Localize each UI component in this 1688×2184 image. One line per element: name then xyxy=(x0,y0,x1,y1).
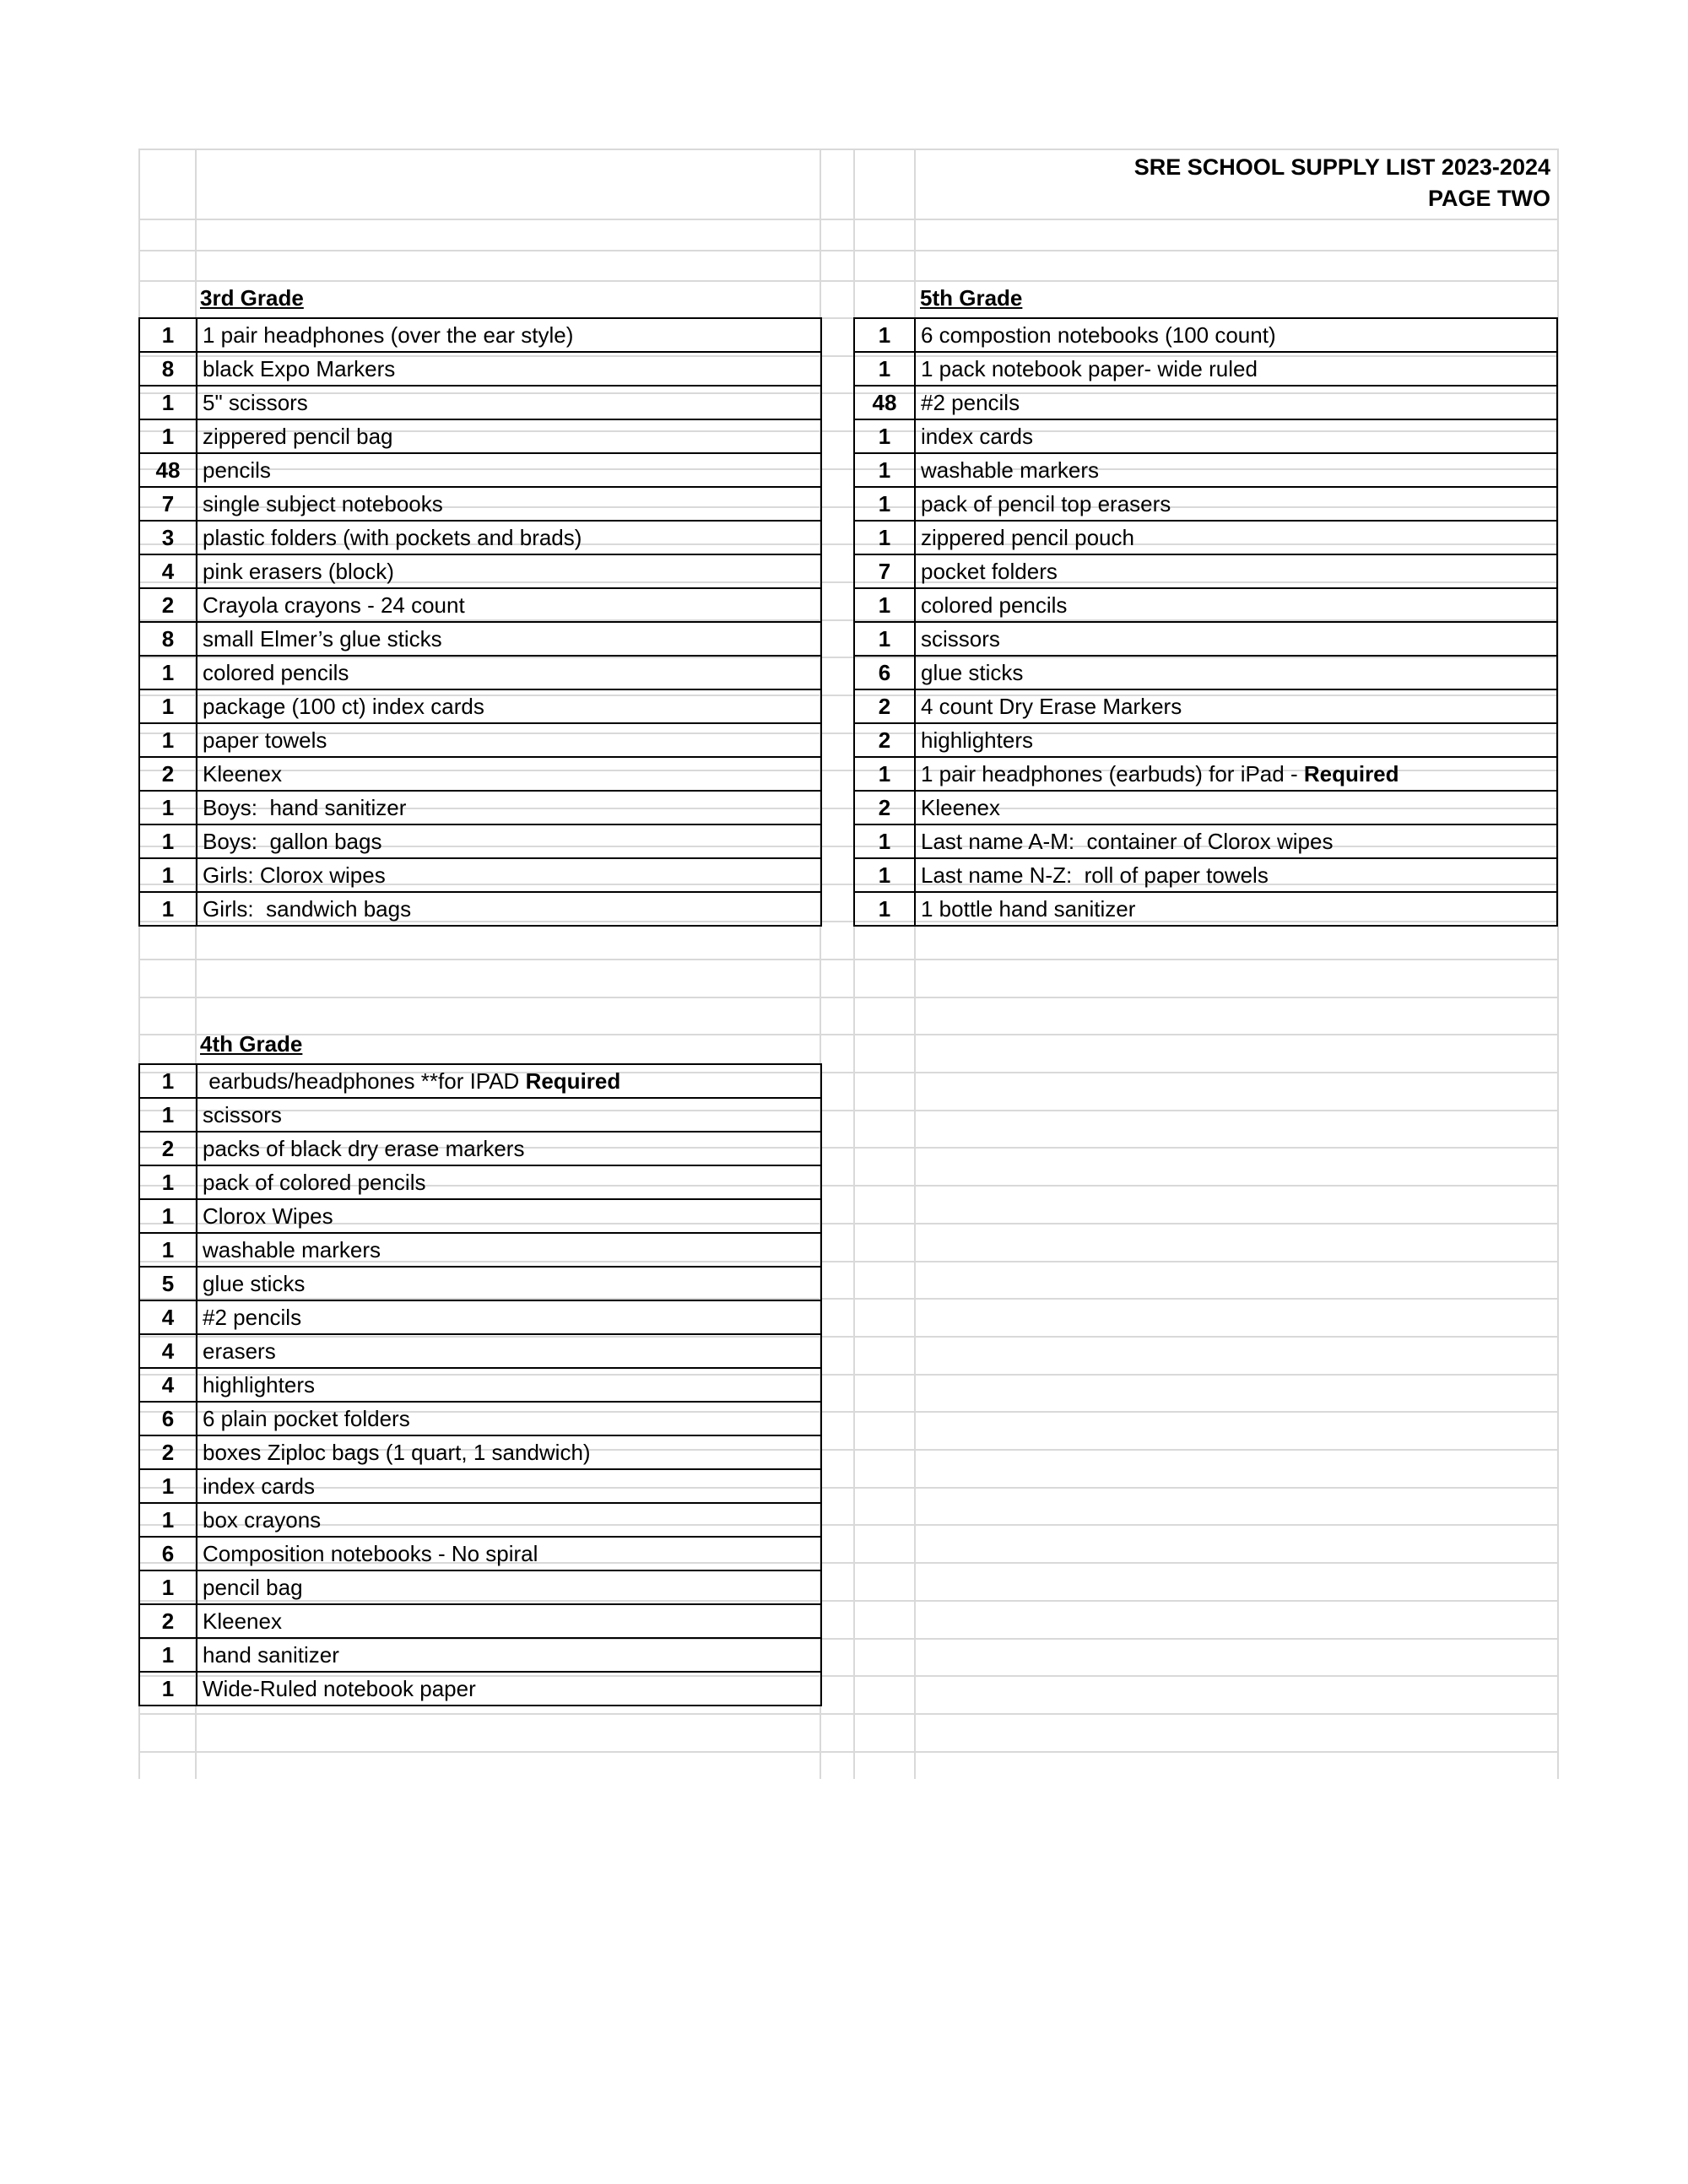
grade5-row xyxy=(854,352,1557,386)
grade4-row xyxy=(139,1165,821,1199)
item-cell xyxy=(197,1570,821,1604)
item-cell xyxy=(915,757,1557,791)
item-text: boxes Ziploc bags (1 quart, 1 sandwich) xyxy=(203,1439,591,1465)
required-label: Required xyxy=(1303,760,1399,787)
item-text: hand sanitizer xyxy=(203,1641,339,1668)
grade5-row xyxy=(854,318,1557,352)
quantity-cell: 48 xyxy=(139,453,197,487)
item-text: 1 pair headphones (over the ear style) xyxy=(203,322,574,348)
quantity-cell: 1 xyxy=(854,757,915,791)
item-text: small Elmer’s glue sticks xyxy=(203,625,442,651)
grade5-heading: 5th Grade xyxy=(920,285,1023,311)
grade5-row xyxy=(854,689,1557,723)
grade5-row xyxy=(854,554,1557,588)
quantity-cell: 1 xyxy=(139,1469,197,1503)
quantity-cell: 2 xyxy=(854,689,915,723)
required-label: Required xyxy=(525,1068,621,1094)
quantity-cell: 1 xyxy=(854,487,915,521)
quantity-cell: 6 xyxy=(139,1537,197,1570)
item-cell xyxy=(197,386,821,419)
item-cell xyxy=(197,1402,821,1435)
item-cell xyxy=(915,419,1557,453)
item-cell xyxy=(197,1267,821,1300)
item-text: earbuds/headphones **for IPAD xyxy=(203,1068,526,1094)
item-text: Boys: gallon bags xyxy=(203,828,382,854)
item-text: packs of black dry erase markers xyxy=(203,1135,525,1161)
item-cell xyxy=(197,487,821,521)
item-cell xyxy=(197,1368,821,1402)
item-text: pencils xyxy=(203,457,271,483)
grade4-row xyxy=(139,1132,821,1165)
quantity-cell: 1 xyxy=(139,1503,197,1537)
grade4-row xyxy=(139,1570,821,1604)
item-cell xyxy=(915,689,1557,723)
grade3-row xyxy=(139,892,821,926)
quantity-cell: 1 xyxy=(139,1570,197,1604)
item-cell xyxy=(197,554,821,588)
item-text: Wide-Ruled notebook paper xyxy=(203,1675,476,1701)
quantity-cell: 3 xyxy=(139,521,197,554)
item-text: scissors xyxy=(921,625,1000,651)
item-text: black Expo Markers xyxy=(203,355,396,381)
item-cell xyxy=(197,1638,821,1672)
grade5-row xyxy=(854,892,1557,926)
quantity-cell: 1 xyxy=(139,1233,197,1267)
quantity-cell: 2 xyxy=(139,757,197,791)
item-cell xyxy=(915,453,1557,487)
grade4-row xyxy=(139,1300,821,1334)
grade3-row xyxy=(139,622,821,656)
grade3-row xyxy=(139,858,821,892)
grade3-row xyxy=(139,689,821,723)
item-cell xyxy=(915,858,1557,892)
item-cell xyxy=(197,1604,821,1638)
grade3-row xyxy=(139,824,821,858)
quantity-cell: 1 xyxy=(854,588,915,622)
quantity-cell: 1 xyxy=(854,622,915,656)
item-text: Last name A-M: container of Clorox wipes xyxy=(921,828,1334,854)
grid-hline xyxy=(138,997,1557,998)
quantity-cell: 4 xyxy=(139,1334,197,1368)
grade4-row xyxy=(139,1503,821,1537)
item-text: Crayola crayons - 24 count xyxy=(203,592,465,618)
quantity-cell: 1 xyxy=(854,858,915,892)
grade4-row xyxy=(139,1064,821,1098)
item-text: #2 pencils xyxy=(921,389,1020,415)
grade5-row xyxy=(854,588,1557,622)
item-text: index cards xyxy=(921,423,1033,449)
quantity-cell: 8 xyxy=(139,352,197,386)
grade5-supply-table xyxy=(853,317,1558,927)
grade3-row xyxy=(139,487,821,521)
grade5-row xyxy=(854,723,1557,757)
item-text: Girls: sandwich bags xyxy=(203,895,412,922)
grade3-row xyxy=(139,318,821,352)
grade3-row xyxy=(139,791,821,824)
grade4-heading: 4th Grade xyxy=(200,1031,303,1057)
item-cell xyxy=(915,824,1557,858)
item-cell xyxy=(197,757,821,791)
quantity-cell: 1 xyxy=(139,1064,197,1098)
item-text: #2 pencils xyxy=(203,1304,302,1330)
item-cell xyxy=(197,1334,821,1368)
quantity-cell: 1 xyxy=(139,892,197,926)
grade4-row xyxy=(139,1672,821,1706)
item-text: washable markers xyxy=(921,457,1099,483)
grade5-row xyxy=(854,521,1557,554)
quantity-cell: 1 xyxy=(139,1098,197,1132)
page-subtitle: PAGE TWO xyxy=(1428,186,1550,211)
quantity-cell: 48 xyxy=(854,386,915,419)
item-cell xyxy=(915,892,1557,926)
quantity-cell: 1 xyxy=(139,1199,197,1233)
item-text: paper towels xyxy=(203,727,327,753)
grade4-row xyxy=(139,1334,821,1368)
item-cell xyxy=(197,352,821,386)
quantity-cell: 6 xyxy=(139,1402,197,1435)
grade4-row xyxy=(139,1402,821,1435)
grade5-row xyxy=(854,487,1557,521)
item-cell xyxy=(915,521,1557,554)
item-text: glue sticks xyxy=(203,1270,306,1296)
item-text: pocket folders xyxy=(921,558,1058,584)
grade3-row xyxy=(139,352,821,386)
grade3-supply-table xyxy=(138,317,822,927)
item-cell xyxy=(915,318,1557,352)
item-text: Kleenex xyxy=(921,794,1000,820)
item-cell xyxy=(197,1435,821,1469)
item-text: 6 compostion notebooks (100 count) xyxy=(921,322,1276,348)
grade3-row xyxy=(139,419,821,453)
grade3-row xyxy=(139,386,821,419)
item-text: zippered pencil pouch xyxy=(921,524,1134,550)
item-text: 5" scissors xyxy=(203,389,308,415)
grade5-row xyxy=(854,858,1557,892)
quantity-cell: 1 xyxy=(139,689,197,723)
grade5-row xyxy=(854,824,1557,858)
item-text: Last name N-Z: roll of paper towels xyxy=(921,862,1269,888)
quantity-cell: 1 xyxy=(139,386,197,419)
item-cell xyxy=(915,352,1557,386)
quantity-cell: 1 xyxy=(854,824,915,858)
item-cell xyxy=(197,588,821,622)
item-text: single subject notebooks xyxy=(203,490,443,516)
grid-hline xyxy=(138,1713,1557,1715)
quantity-cell: 1 xyxy=(139,824,197,858)
item-text: highlighters xyxy=(921,727,1033,753)
quantity-cell: 2 xyxy=(139,1132,197,1165)
item-text: pack of pencil top erasers xyxy=(921,490,1171,516)
grade3-heading: 3rd Grade xyxy=(200,285,304,311)
quantity-cell: 1 xyxy=(139,723,197,757)
item-text: Boys: hand sanitizer xyxy=(203,794,407,820)
grade4-row xyxy=(139,1638,821,1672)
grade4-row xyxy=(139,1435,821,1469)
quantity-cell: 2 xyxy=(854,723,915,757)
item-text: colored pencils xyxy=(203,659,349,685)
item-cell xyxy=(197,824,821,858)
grid-hline xyxy=(138,1751,1557,1753)
grade4-row xyxy=(139,1098,821,1132)
quantity-cell: 2 xyxy=(139,1435,197,1469)
item-text: box crayons xyxy=(203,1506,322,1533)
quantity-cell: 6 xyxy=(854,656,915,689)
item-cell xyxy=(915,386,1557,419)
quantity-cell: 1 xyxy=(139,419,197,453)
item-cell xyxy=(197,689,821,723)
quantity-cell: 1 xyxy=(854,892,915,926)
item-cell xyxy=(197,1300,821,1334)
item-text: pack of colored pencils xyxy=(203,1169,426,1195)
item-cell xyxy=(197,419,821,453)
grade3-row xyxy=(139,453,821,487)
item-text: 1 bottle hand sanitizer xyxy=(921,895,1136,922)
quantity-cell: 2 xyxy=(854,791,915,824)
item-cell xyxy=(915,622,1557,656)
item-cell xyxy=(197,723,821,757)
quantity-cell: 1 xyxy=(854,521,915,554)
item-text: plastic folders (with pockets and brads) xyxy=(203,524,582,550)
item-cell xyxy=(197,656,821,689)
item-cell xyxy=(915,487,1557,521)
item-cell xyxy=(197,1165,821,1199)
quantity-cell: 1 xyxy=(854,352,915,386)
quantity-cell: 4 xyxy=(139,1300,197,1334)
quantity-cell: 5 xyxy=(139,1267,197,1300)
grade5-row xyxy=(854,419,1557,453)
page-title: SRE SCHOOL SUPPLY LIST 2023-2024 xyxy=(1133,154,1550,180)
item-text: pink erasers (block) xyxy=(203,558,394,584)
grade4-row xyxy=(139,1537,821,1570)
item-cell xyxy=(915,554,1557,588)
quantity-cell: 8 xyxy=(139,622,197,656)
quantity-cell: 1 xyxy=(854,453,915,487)
grid-hline xyxy=(138,959,1557,960)
item-cell xyxy=(915,791,1557,824)
item-text: Clorox Wipes xyxy=(203,1203,333,1229)
grade3-row xyxy=(139,656,821,689)
item-cell xyxy=(915,588,1557,622)
quantity-cell: 2 xyxy=(139,1604,197,1638)
item-text: 1 pack notebook paper- wide ruled xyxy=(921,355,1258,381)
grid-hline xyxy=(138,1034,1557,1035)
item-cell xyxy=(197,1132,821,1165)
grade4-row xyxy=(139,1368,821,1402)
grade5-row xyxy=(854,622,1557,656)
item-text: pencil bag xyxy=(203,1574,303,1600)
item-cell xyxy=(197,1672,821,1706)
grid-hline xyxy=(138,250,1557,251)
quantity-cell: 2 xyxy=(139,588,197,622)
grade4-row xyxy=(139,1267,821,1300)
grade3-row xyxy=(139,757,821,791)
grade4-row xyxy=(139,1469,821,1503)
item-text: 1 pair headphones (earbuds) for iPad - xyxy=(921,760,1304,787)
grade4-supply-table xyxy=(138,1063,822,1706)
grade5-row xyxy=(854,656,1557,689)
item-cell xyxy=(197,1098,821,1132)
item-text: Kleenex xyxy=(203,1608,282,1634)
quantity-cell: 1 xyxy=(139,1638,197,1672)
quantity-cell: 1 xyxy=(854,419,915,453)
grade4-row xyxy=(139,1604,821,1638)
quantity-cell: 1 xyxy=(854,318,915,352)
grade3-row xyxy=(139,554,821,588)
item-cell xyxy=(197,521,821,554)
item-cell xyxy=(197,1064,821,1098)
item-text: Composition notebooks - No spiral xyxy=(203,1540,538,1566)
quantity-cell: 7 xyxy=(854,554,915,588)
item-cell xyxy=(197,791,821,824)
item-text: erasers xyxy=(203,1338,276,1364)
item-cell xyxy=(197,453,821,487)
grade4-row xyxy=(139,1199,821,1233)
quantity-cell: 1 xyxy=(139,1165,197,1199)
item-cell xyxy=(197,622,821,656)
item-text: package (100 ct) index cards xyxy=(203,693,484,719)
grade3-row xyxy=(139,723,821,757)
item-text: colored pencils xyxy=(921,592,1068,618)
item-cell xyxy=(915,656,1557,689)
item-cell xyxy=(197,892,821,926)
item-text: washable markers xyxy=(203,1236,381,1262)
item-text: index cards xyxy=(203,1473,315,1499)
item-text: 6 plain pocket folders xyxy=(203,1405,410,1431)
item-text: zippered pencil bag xyxy=(203,423,393,449)
quantity-cell: 4 xyxy=(139,1368,197,1402)
quantity-cell: 1 xyxy=(139,791,197,824)
item-text: Girls: Clorox wipes xyxy=(203,862,386,888)
grid-hline xyxy=(138,219,1557,220)
quantity-cell: 7 xyxy=(139,487,197,521)
item-text: 4 count Dry Erase Markers xyxy=(921,693,1182,719)
item-cell xyxy=(915,723,1557,757)
grade4-row xyxy=(139,1233,821,1267)
item-cell xyxy=(197,1503,821,1537)
quantity-cell: 1 xyxy=(139,318,197,352)
grid-hline xyxy=(138,149,1557,150)
quantity-cell: 1 xyxy=(139,656,197,689)
grade3-row xyxy=(139,588,821,622)
grade5-row xyxy=(854,757,1557,791)
grade5-row xyxy=(854,386,1557,419)
grid-hline xyxy=(138,280,1557,282)
grade5-row xyxy=(854,791,1557,824)
item-cell xyxy=(197,1537,821,1570)
item-cell xyxy=(197,1199,821,1233)
item-text: Kleenex xyxy=(203,760,282,787)
item-text: highlighters xyxy=(203,1371,315,1397)
quantity-cell: 1 xyxy=(139,858,197,892)
grade5-row xyxy=(854,453,1557,487)
item-text: glue sticks xyxy=(921,659,1024,685)
item-cell xyxy=(197,318,821,352)
item-cell xyxy=(197,858,821,892)
quantity-cell: 1 xyxy=(139,1672,197,1706)
item-cell xyxy=(197,1233,821,1267)
grade3-row xyxy=(139,521,821,554)
item-text: scissors xyxy=(203,1101,282,1127)
item-cell xyxy=(197,1469,821,1503)
quantity-cell: 4 xyxy=(139,554,197,588)
